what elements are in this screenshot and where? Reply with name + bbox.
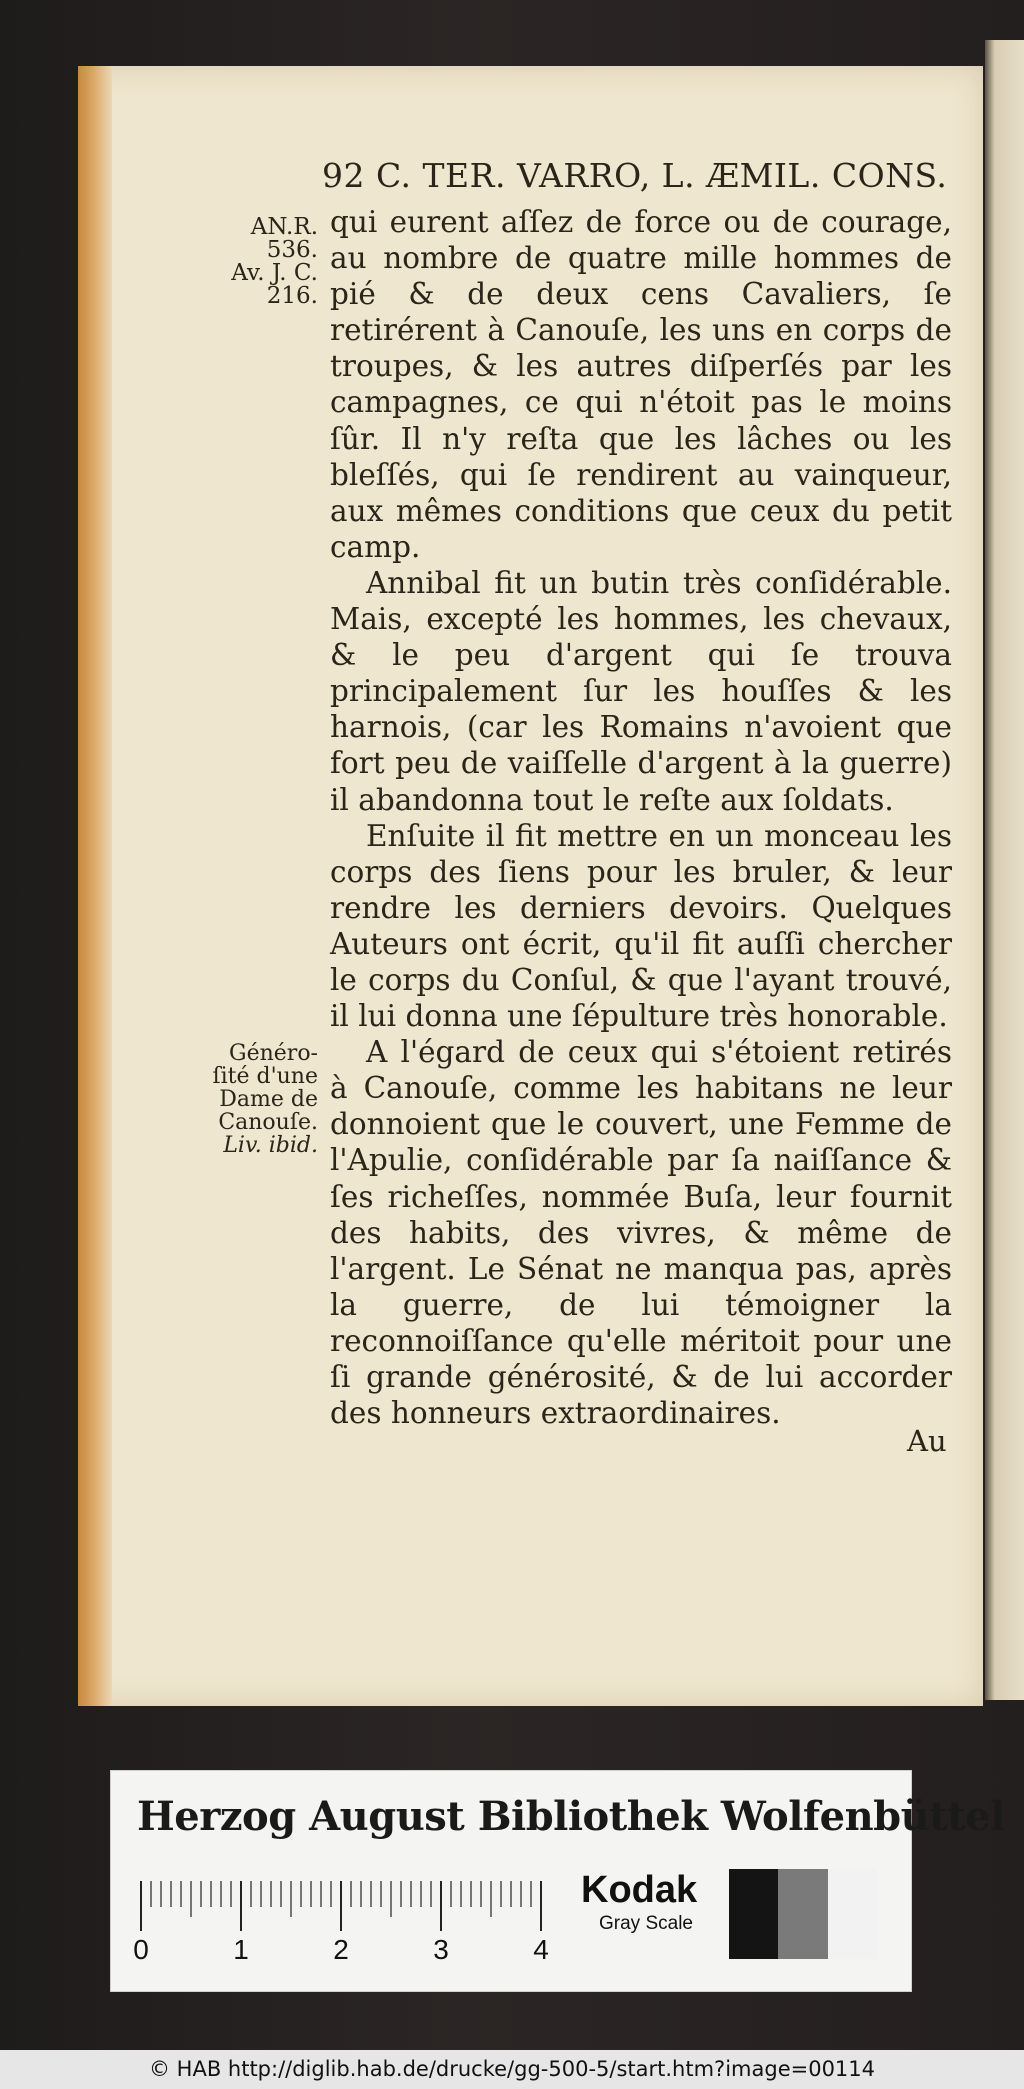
gray-patch [778,1869,827,1959]
margin-note-year [231,216,318,308]
margin-note-reference: Liv. ibid. [223,1133,318,1158]
paragraph: qui eurent aſſez de force ou de courage, au nombre de quatre mille hommes de pié & de deux cens Cavaliers, ſe retirérent à Canouſe, les uns en corps de troupes, & les autres diſperſés par les campagnes, ce qui n'étoit pas le moins ſûr. Il n'y reſta que les lâches ou les bleſſés, qui ſe rendirent au vainqueur, aux mêmes conditions que ceux du petit camp. [330,205,952,564]
copyright-footer: © HAB http://diglib.hab.de/drucke/gg-500-5/start.htm?image=00114 [0,2050,1024,2089]
margin-note-line: 216. [266,283,318,309]
ruler-number: 1 [233,1934,249,1965]
paragraph: Annibal fit un butin très conſidérable. Mais, excepté les hommes, les chevaux, & le peu d'argent qui ſe trouva principalement ſur les houſſes & les harnois, (car les Romains n'avoient que fort peu de vaiſſelle d'argent à la guerre) il abandonna tout le reſte aux ſoldats. [330,565,952,817]
color-calibration-card [110,1770,1005,1992]
gray-scale-label: Gray Scale [599,1913,693,1934]
page-gilt-edge [78,66,112,1706]
paragraph: Enſuite il fit mettre en un monceau les corps des ſiens pour les bruler, & leur rendre les derniers devoirs. Quelques Auteurs ont écrit, qu'il fit auſſi chercher le corps du Conſul, & que l'ayant trouvé, il lui donna une ſépulture très honorable. [330,818,952,1034]
running-head: 92 C. TER. VARRO, L. ÆMIL. CONS. [322,156,948,195]
margin-note-line: Av. J. C. [231,260,318,286]
ruler-number: 4 [533,1934,549,1965]
ruler-number: 3 [433,1934,449,1965]
margin-note-line: ſité d'une [212,1064,318,1089]
paragraph: A l'égard de ceux qui s'étoient retirés à Canouſe, comme les habitans ne leur donnoient que le couvert, une Femme de l'Apulie, conſidérable par ſa naiſſance & ſes richeſſes, nommée Buſa, leur fournit des habits, des vivres, & même de l'argent. Le Sénat ne manqua pas, après la guerre, de lui témoigner la reconnoiſſance qu'elle méritoit pour une ſi grande générosité, & de lui accorder des honneurs extraordinaires. [330,1035,952,1431]
kodak-logo: Kodak [581,1869,698,1911]
scale-ruler [133,1873,553,1965]
catchword: Au [907,1424,947,1458]
library-name: Herzog August Bibliothek Wolfenbüttel [137,1793,1005,1840]
margin-note-line: Dame de [219,1087,318,1112]
margin-note-line: Généro- [229,1041,318,1066]
body-text [330,204,952,1431]
margin-note-line: AN.R. [250,214,318,240]
gray-scale-patches [729,1869,877,1959]
gray-patch [828,1869,877,1959]
adjacent-page-edge [985,40,1024,1700]
margin-note-generosity [212,1042,318,1157]
margin-note-line: Canouſe. [218,1110,318,1135]
margin-note-line: 536. [266,237,318,263]
ruler-number: 2 [333,1934,349,1965]
ruler-number: 0 [133,1934,149,1965]
gray-patch [729,1869,778,1959]
